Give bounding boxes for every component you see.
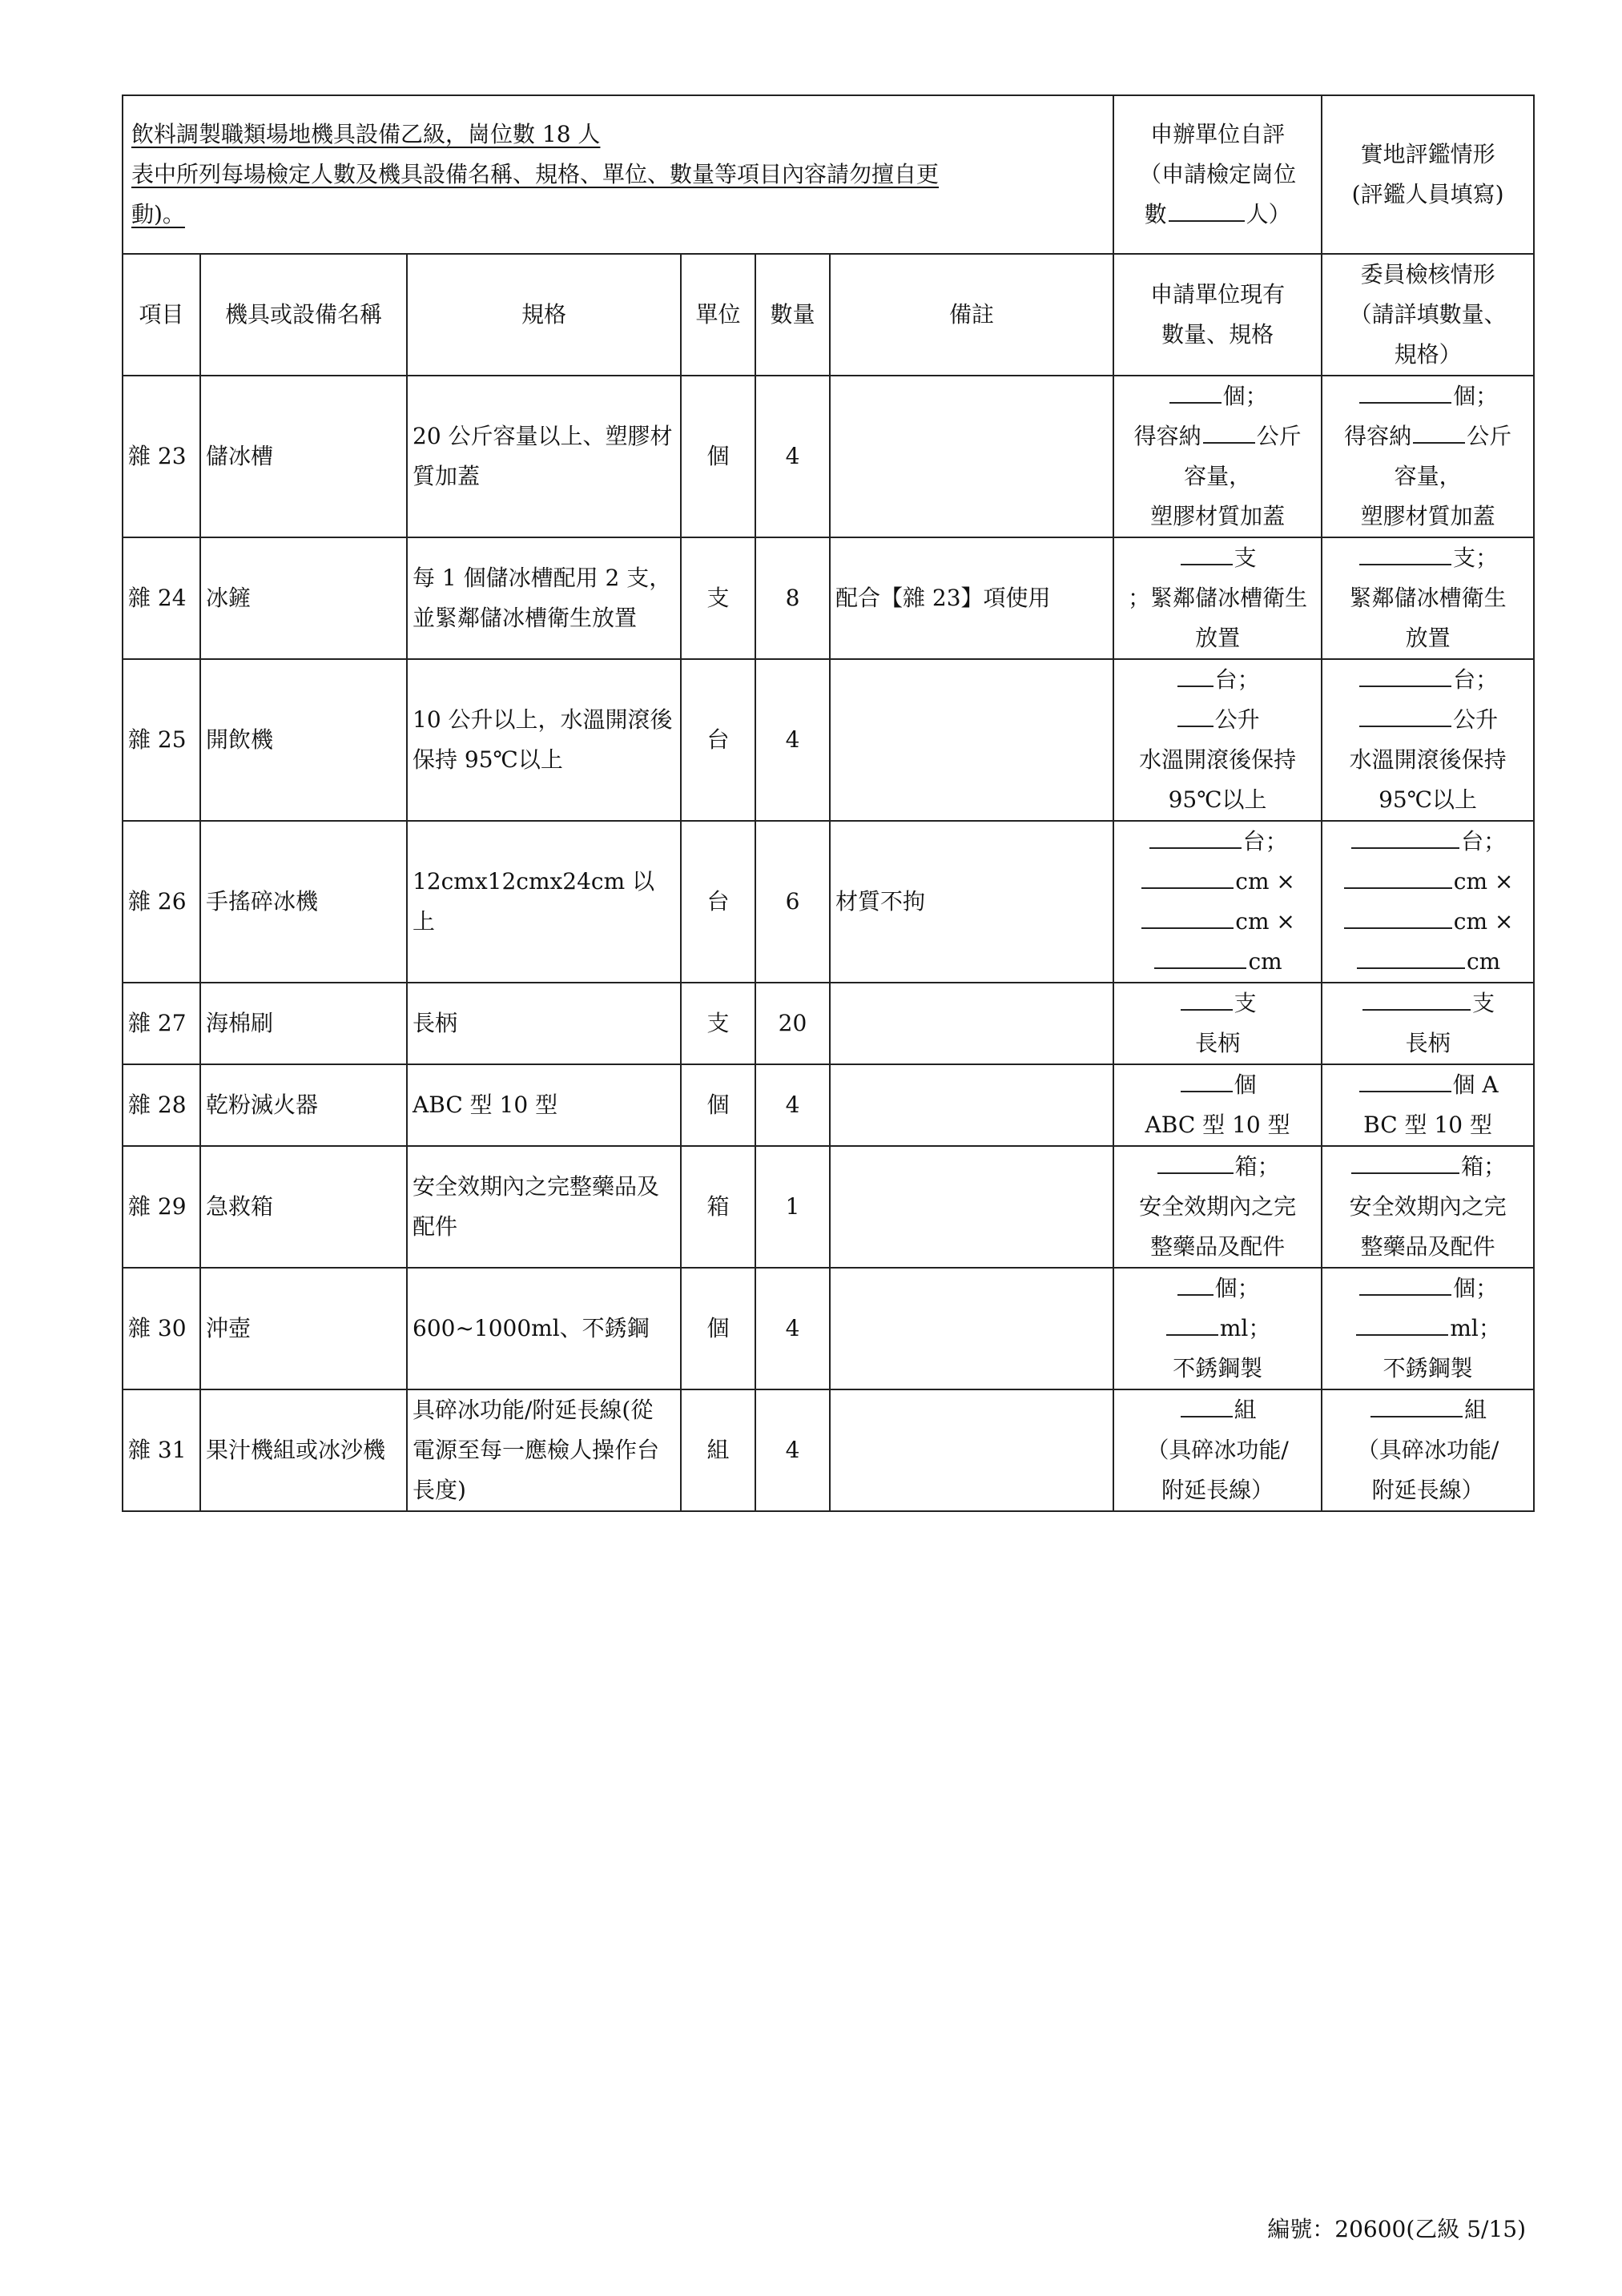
applicant-cell: 支 ；緊鄰儲冰槽衛生 放置	[1113, 537, 1322, 659]
col-name: 機具或設備名稱	[200, 254, 407, 376]
item-qty: 4	[755, 659, 830, 821]
committee-cell: 支 長柄	[1322, 983, 1534, 1064]
item-spec: 每 1 個儲冰槽配用 2 支，並緊鄰儲冰槽衛生放置	[407, 537, 681, 659]
item-spec: 安全效期內之完整藥品及配件	[407, 1146, 681, 1268]
item-unit: 個	[681, 1268, 755, 1389]
col-qty: 數量	[755, 254, 830, 376]
item-unit: 箱	[681, 1146, 755, 1268]
header-note	[123, 95, 1113, 254]
item-no: 雜 31	[123, 1389, 200, 1511]
onsite-eval-header: 實地評鑑情形 (評鑑人員填寫)	[1322, 95, 1534, 254]
item-qty: 4	[755, 376, 830, 537]
table-row	[123, 1146, 1534, 1268]
applicant-cell: 個 ABC 型 10 型	[1113, 1064, 1322, 1146]
equipment-table	[122, 94, 1535, 1512]
table-row	[123, 376, 1534, 537]
table-header-row	[123, 95, 1534, 254]
item-unit: 個	[681, 376, 755, 537]
col-item: 項目	[123, 254, 200, 376]
header-title: 飲料調製職類場地機具設備乙級，崗位數 18 人	[131, 121, 601, 147]
table-row	[123, 983, 1534, 1064]
table-row	[123, 659, 1534, 821]
item-unit: 台	[681, 821, 755, 983]
self-eval-header: 申辦單位自評 （申請檢定崗位 數 人）	[1113, 95, 1322, 254]
item-remark: 材質不拘	[830, 821, 1113, 983]
item-remark	[830, 659, 1113, 821]
item-no: 雜 24	[123, 537, 200, 659]
item-name: 開飲機	[200, 659, 407, 821]
col-committee: 委員檢核情形 （請詳填數量、 規格）	[1322, 254, 1534, 376]
table-row	[123, 1064, 1534, 1146]
item-name: 手搖碎冰機	[200, 821, 407, 983]
applicant-cell: 台； 公升 水溫開滾後保持 95℃以上	[1113, 659, 1322, 821]
item-unit: 台	[681, 659, 755, 821]
table-row	[123, 1389, 1534, 1511]
item-spec: ABC 型 10 型	[407, 1064, 681, 1146]
item-spec: 20 公斤容量以上、塑膠材質加蓋	[407, 376, 681, 537]
item-qty: 8	[755, 537, 830, 659]
committee-cell: 個； 得容納 公斤 容量， 塑膠材質加蓋	[1322, 376, 1534, 537]
item-name: 乾粉滅火器	[200, 1064, 407, 1146]
item-spec: 12cmx12cmx24cm 以上	[407, 821, 681, 983]
item-spec: 10 公升以上，水溫開滾後保持 95℃以上	[407, 659, 681, 821]
table-row	[123, 537, 1534, 659]
item-qty: 1	[755, 1146, 830, 1268]
table-row	[123, 821, 1534, 983]
item-unit: 支	[681, 983, 755, 1064]
item-no: 雜 27	[123, 983, 200, 1064]
blank-line	[1169, 196, 1245, 222]
item-remark: 配合【雜 23】項使用	[830, 537, 1113, 659]
applicant-cell: 支 長柄	[1113, 983, 1322, 1064]
header-note-line2: 動)。	[131, 201, 185, 227]
item-name: 急救箱	[200, 1146, 407, 1268]
applicant-cell: 台； cm × cm × cm	[1113, 821, 1322, 983]
col-remark: 備註	[830, 254, 1113, 376]
item-remark	[830, 1268, 1113, 1389]
item-remark	[830, 983, 1113, 1064]
item-qty: 20	[755, 983, 830, 1064]
item-unit: 組	[681, 1389, 755, 1511]
item-remark	[830, 1389, 1113, 1511]
col-unit: 單位	[681, 254, 755, 376]
applicant-cell: 個； 得容納 公斤 容量， 塑膠材質加蓋	[1113, 376, 1322, 537]
item-spec: 600~1000ml、不銹鋼	[407, 1268, 681, 1389]
item-unit: 個	[681, 1064, 755, 1146]
page-code: 編號：20600(乙級 5/15)	[1267, 2216, 1526, 2242]
item-qty: 4	[755, 1064, 830, 1146]
item-no: 雜 29	[123, 1146, 200, 1268]
item-no: 雜 25	[123, 659, 200, 821]
item-spec: 長柄	[407, 983, 681, 1064]
item-spec: 具碎冰功能/附延長線(從電源至每一應檢人操作台長度)	[407, 1389, 681, 1511]
item-no: 雜 28	[123, 1064, 200, 1146]
item-remark	[830, 1064, 1113, 1146]
item-qty: 4	[755, 1389, 830, 1511]
applicant-cell: 箱； 安全效期內之完 整藥品及配件	[1113, 1146, 1322, 1268]
item-no: 雜 23	[123, 376, 200, 537]
item-unit: 支	[681, 537, 755, 659]
item-name: 果汁機組或冰沙機	[200, 1389, 407, 1511]
committee-cell: 個； ml； 不銹鋼製	[1322, 1268, 1534, 1389]
committee-cell: 台； cm × cm × cm	[1322, 821, 1534, 983]
item-qty: 6	[755, 821, 830, 983]
column-header-row	[123, 254, 1534, 376]
applicant-cell: 組 （具碎冰功能/ 附延長線）	[1113, 1389, 1322, 1511]
item-remark	[830, 1146, 1113, 1268]
header-note-line1: 表中所列每場檢定人數及機具設備名稱、規格、單位、數量等項目內容請勿擅自更	[131, 161, 940, 187]
table-row	[123, 1268, 1534, 1389]
committee-cell: 組 （具碎冰功能/ 附延長線）	[1322, 1389, 1534, 1511]
item-name: 沖壺	[200, 1268, 407, 1389]
committee-cell: 箱； 安全效期內之完 整藥品及配件	[1322, 1146, 1534, 1268]
committee-cell: 台； 公升 水溫開滾後保持 95℃以上	[1322, 659, 1534, 821]
item-remark	[830, 376, 1113, 537]
committee-cell: 個 A BC 型 10 型	[1322, 1064, 1534, 1146]
item-no: 雜 30	[123, 1268, 200, 1389]
item-name: 儲冰槽	[200, 376, 407, 537]
item-qty: 4	[755, 1268, 830, 1389]
col-applicant: 申請單位現有 數量、規格	[1113, 254, 1322, 376]
item-no: 雜 26	[123, 821, 200, 983]
applicant-cell: 個； ml； 不銹鋼製	[1113, 1268, 1322, 1389]
col-spec: 規格	[407, 254, 681, 376]
item-name: 冰鏟	[200, 537, 407, 659]
committee-cell: 支； 緊鄰儲冰槽衛生 放置	[1322, 537, 1534, 659]
item-name: 海棉刷	[200, 983, 407, 1064]
